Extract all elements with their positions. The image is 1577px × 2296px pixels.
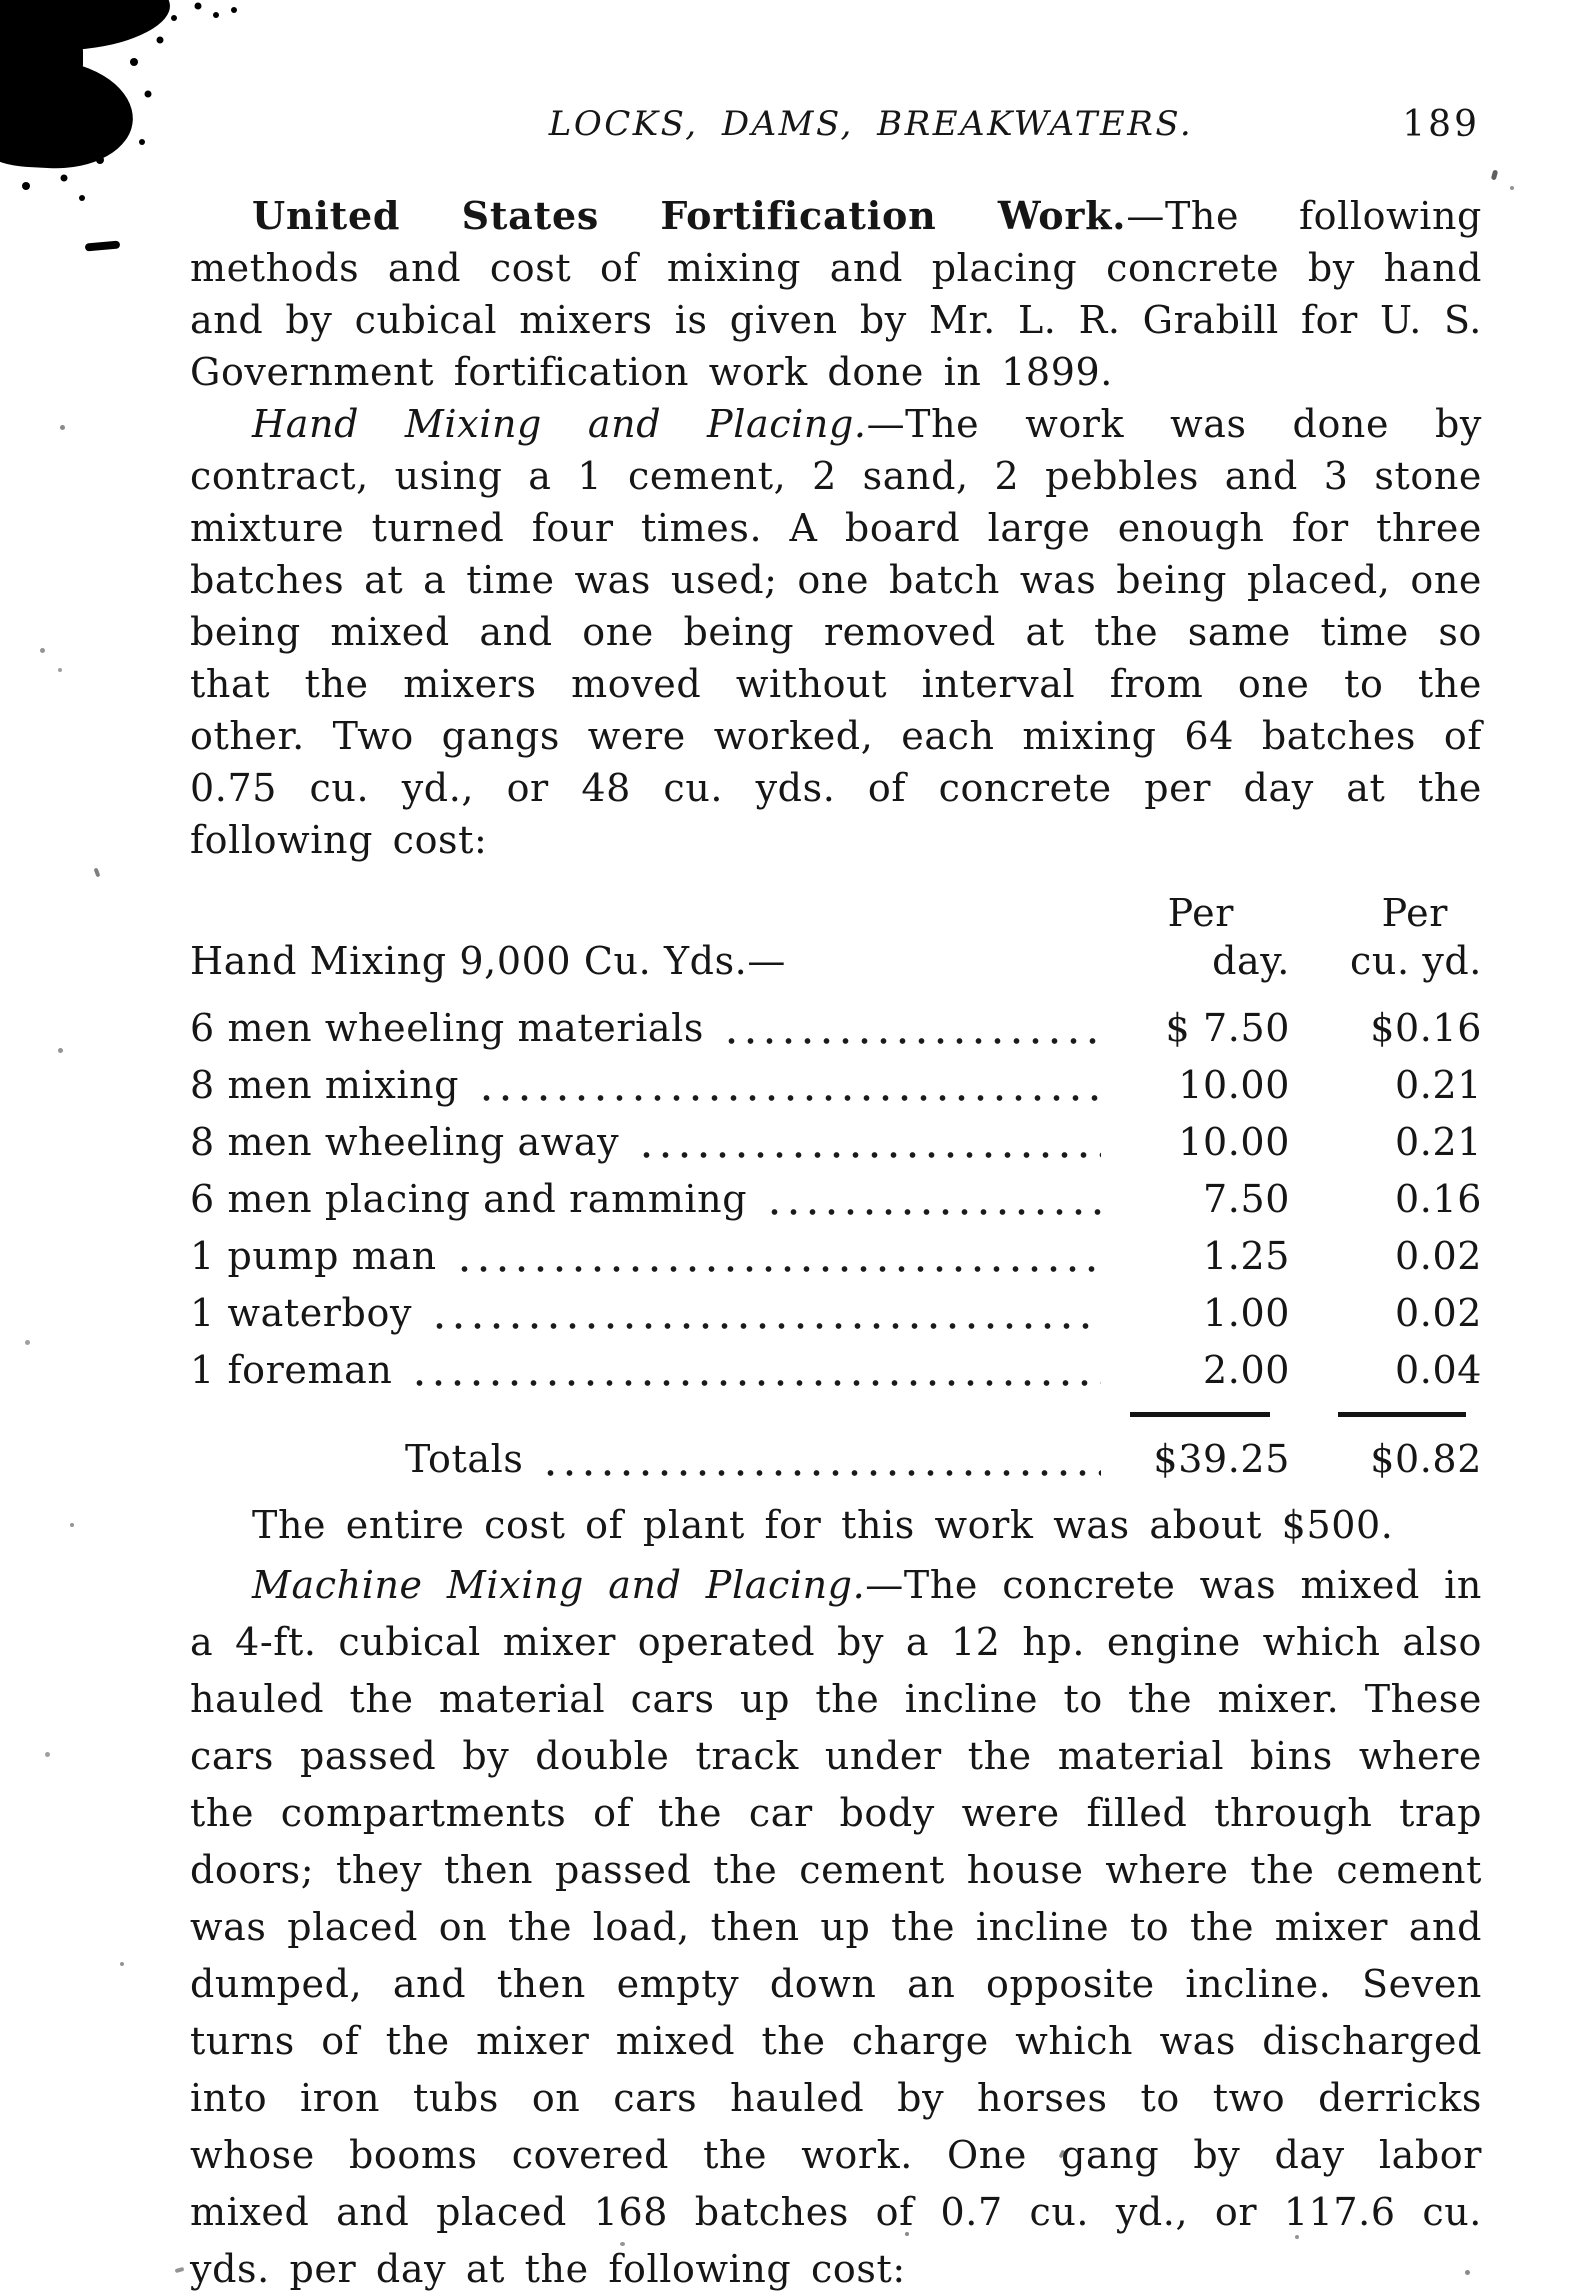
table-row xyxy=(190,1228,1482,1285)
totals-label: Totals xyxy=(405,1437,524,1481)
scan-speck xyxy=(94,868,101,878)
row-per-day: 1.25 xyxy=(1202,1234,1290,1278)
table-title xyxy=(190,936,1105,986)
dot-leader xyxy=(471,1070,1101,1114)
row-label: 1 waterboy xyxy=(190,1291,413,1335)
row-per-day: $ 7.50 xyxy=(1165,1006,1290,1050)
dot-leader xyxy=(716,1013,1101,1057)
row-per-cuyd: 0.02 xyxy=(1394,1234,1482,1278)
table-body xyxy=(190,1000,1482,1399)
row-label: 8 men mixing xyxy=(190,1063,460,1107)
dot-leader xyxy=(449,1241,1101,1285)
row-per-day: 1.00 xyxy=(1202,1291,1290,1335)
ink-blot-shape xyxy=(0,26,83,90)
totals-rule-per-cuyd xyxy=(1338,1412,1466,1417)
scan-speck xyxy=(40,648,45,653)
paragraph-body-text: —The work was done by contract, using a 1 cement, 2 sand, 2 pebbles and 3 stone mixture turned four times. A board large enough for three batches at a time was used; one batch was being placed, one being mixed and one being removed at the same time so that the mixers moved without interval from one to the other. Two gangs were worked, each mixing 64 batches of 0.75 cu. yd., or 48 cu. yds. of concrete per day at the following cost: xyxy=(190,402,1482,862)
paragraph-body-text: —The following methods and cost of mixing and placing concrete by hand and by cubical mixers is given by Mr. L. R. Grabill for U. S. Government fortification work done in 1899. xyxy=(190,194,1482,394)
scan-speck xyxy=(60,425,65,430)
totals-row xyxy=(190,1429,1482,1489)
table-row xyxy=(190,1342,1482,1399)
table-header-row-per xyxy=(190,890,1482,936)
paragraph-lead-italic: Machine Mixing and Placing. xyxy=(252,1563,866,1607)
dot-leader xyxy=(631,1127,1101,1171)
row-per-day: 10.00 xyxy=(1178,1063,1290,1107)
column-header-per-day-top: Per xyxy=(1167,891,1234,935)
paragraph-plant-cost: The entire cost of plant for this work was about $500. xyxy=(252,1503,1394,1547)
totals-per-cuyd: $0.82 xyxy=(1370,1437,1482,1481)
table-row xyxy=(190,1000,1482,1057)
paragraph-lead-italic: Hand Mixing and Placing. xyxy=(252,402,867,446)
row-per-day: 2.00 xyxy=(1202,1348,1290,1392)
ink-blot-shape xyxy=(0,56,136,173)
scan-speck xyxy=(25,1340,30,1345)
column-header-per-day-bottom: day. xyxy=(1212,939,1290,983)
scan-speck xyxy=(70,1523,74,1527)
paragraph-lead-bold: United States Fortification Work. xyxy=(252,193,1127,238)
row-per-cuyd: $0.16 xyxy=(1370,1006,1482,1050)
scan-speck xyxy=(45,1752,50,1757)
row-per-day: 10.00 xyxy=(1178,1120,1290,1164)
running-title: LOCKS, DAMS, BREAKWATERS. xyxy=(548,104,1194,144)
row-label: 1 pump man xyxy=(190,1234,437,1278)
table-row xyxy=(190,1057,1482,1114)
table-row xyxy=(190,1114,1482,1171)
ink-blot-shape xyxy=(0,0,174,60)
row-per-cuyd: 0.04 xyxy=(1394,1348,1482,1392)
scan-speck xyxy=(120,1962,124,1966)
totals-per-day: $39.25 xyxy=(1153,1437,1290,1481)
scan-speck xyxy=(1491,170,1498,181)
row-label: 6 men placing and ramming xyxy=(190,1177,748,1221)
row-label: 1 foreman xyxy=(190,1348,393,1392)
paragraph-us-fortification-work xyxy=(190,190,1482,398)
totals-rules xyxy=(190,1399,1482,1429)
row-label: 6 men wheeling materials xyxy=(190,1006,704,1050)
row-per-day: 7.50 xyxy=(1202,1177,1290,1221)
dot-leader xyxy=(404,1355,1101,1399)
row-label: 8 men wheeling away xyxy=(190,1120,620,1164)
column-header-per-cuyd-top: Per xyxy=(1381,891,1448,935)
text-column xyxy=(190,190,1482,2296)
row-per-cuyd: 0.02 xyxy=(1394,1291,1482,1335)
column-header-per-cuyd-bottom: cu. yd. xyxy=(1350,939,1482,983)
table-row xyxy=(190,1171,1482,1228)
paragraph-body-text: —The concrete was mixed in a 4-ft. cubical mixer operated by a 12 hp. engine which also hauled the material cars up the incline to the mixer. These cars passed by double track under the material bins where the compartments of the car body were filled through trap doors; they then passed the cement house where the cement was placed on the load, then up the incline to the mixer and dumped, and then empty down an opposite incline. Seven turns of the mixer mixed the charge which was discharged into iron tubs on cars hauled by horses to two derricks whose booms covered the work. One gang by day labor mixed and placed 168 batches of 0.7 cu. yd., or 117.6 cu. yds. per day at the following cost: xyxy=(190,1563,1482,2291)
dot-leader xyxy=(424,1298,1101,1342)
table-row xyxy=(190,1285,1482,1342)
scan-speck xyxy=(58,668,62,672)
paragraph-machine-mixing xyxy=(190,1557,1482,2296)
hand-mixing-cost-table xyxy=(190,890,1482,1489)
paragraph-hand-mixing xyxy=(190,398,1482,866)
page-number: 189 xyxy=(1402,104,1480,145)
ink-speckle xyxy=(0,0,4,4)
dot-leader xyxy=(759,1184,1101,1228)
row-per-cuyd: 0.16 xyxy=(1394,1177,1482,1221)
row-per-cuyd: 0.21 xyxy=(1394,1120,1482,1164)
scan-speck xyxy=(175,2267,185,2273)
scan-speck xyxy=(1510,186,1514,190)
page-header xyxy=(190,104,1482,164)
ink-dash-artifact xyxy=(85,240,121,251)
dot-leader xyxy=(535,1445,1101,1489)
scan-speck xyxy=(58,1048,63,1053)
table-header-row-units xyxy=(190,936,1482,986)
table-title-text: Hand Mixing 9,000 Cu. Yds.— xyxy=(190,939,786,983)
totals-rule-per-day xyxy=(1130,1412,1270,1417)
row-per-cuyd: 0.21 xyxy=(1394,1063,1482,1107)
